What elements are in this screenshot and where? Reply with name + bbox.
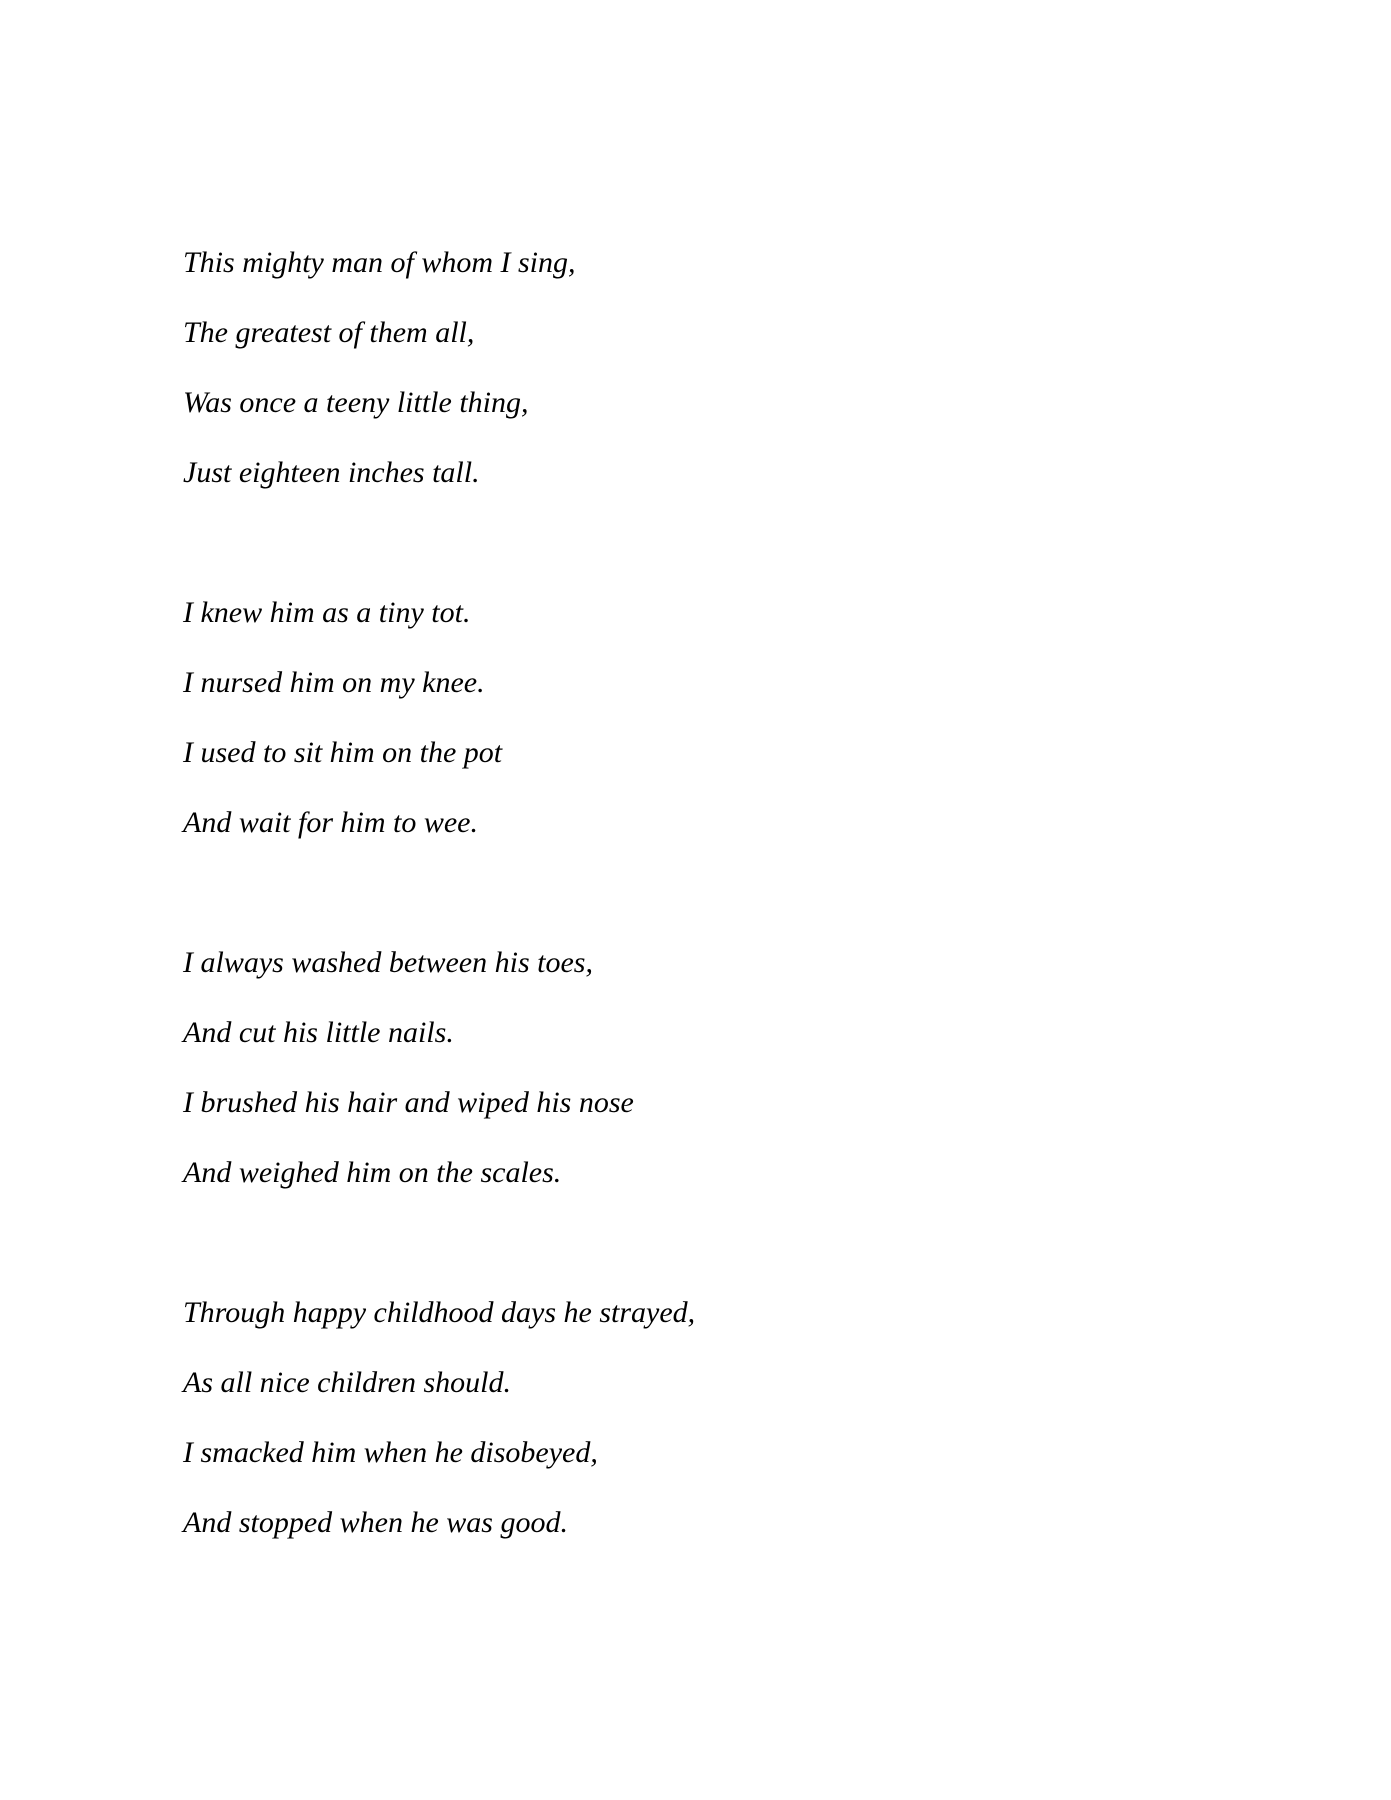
poem-line: Through happy childhood days he strayed,: [183, 1296, 696, 1329]
poem-line: I nursed him on my knee.: [183, 666, 485, 699]
poem-line: And weighed him on the scales.: [183, 1156, 562, 1189]
poem-line: I smacked him when he disobeyed,: [183, 1436, 598, 1469]
poem-line: Just eighteen inches tall.: [183, 456, 480, 489]
poem-line: And stopped when he was good.: [183, 1506, 568, 1539]
stanza-1: [183, 228, 1183, 508]
poem-line: I always washed between his toes,: [183, 946, 593, 979]
poem-line: And wait for him to wee.: [183, 806, 478, 839]
poem-line: I used to sit him on the pot: [183, 736, 503, 769]
poem-line: This mighty man of whom I sing,: [183, 246, 576, 279]
stanza-4: [183, 1278, 1183, 1558]
poem-line: And cut his little nails.: [183, 1016, 454, 1049]
stanza-3: [183, 928, 1183, 1208]
poem-line: I knew him as a tiny tot.: [183, 596, 471, 629]
poem: [183, 228, 1183, 1628]
poem-line: The greatest of them all,: [183, 316, 475, 349]
poem-line: Was once a teeny little thing,: [183, 386, 529, 419]
poem-line: I brushed his hair and wiped his nose: [183, 1086, 634, 1119]
poem-line: As all nice children should.: [183, 1366, 512, 1399]
stanza-2: [183, 578, 1183, 858]
